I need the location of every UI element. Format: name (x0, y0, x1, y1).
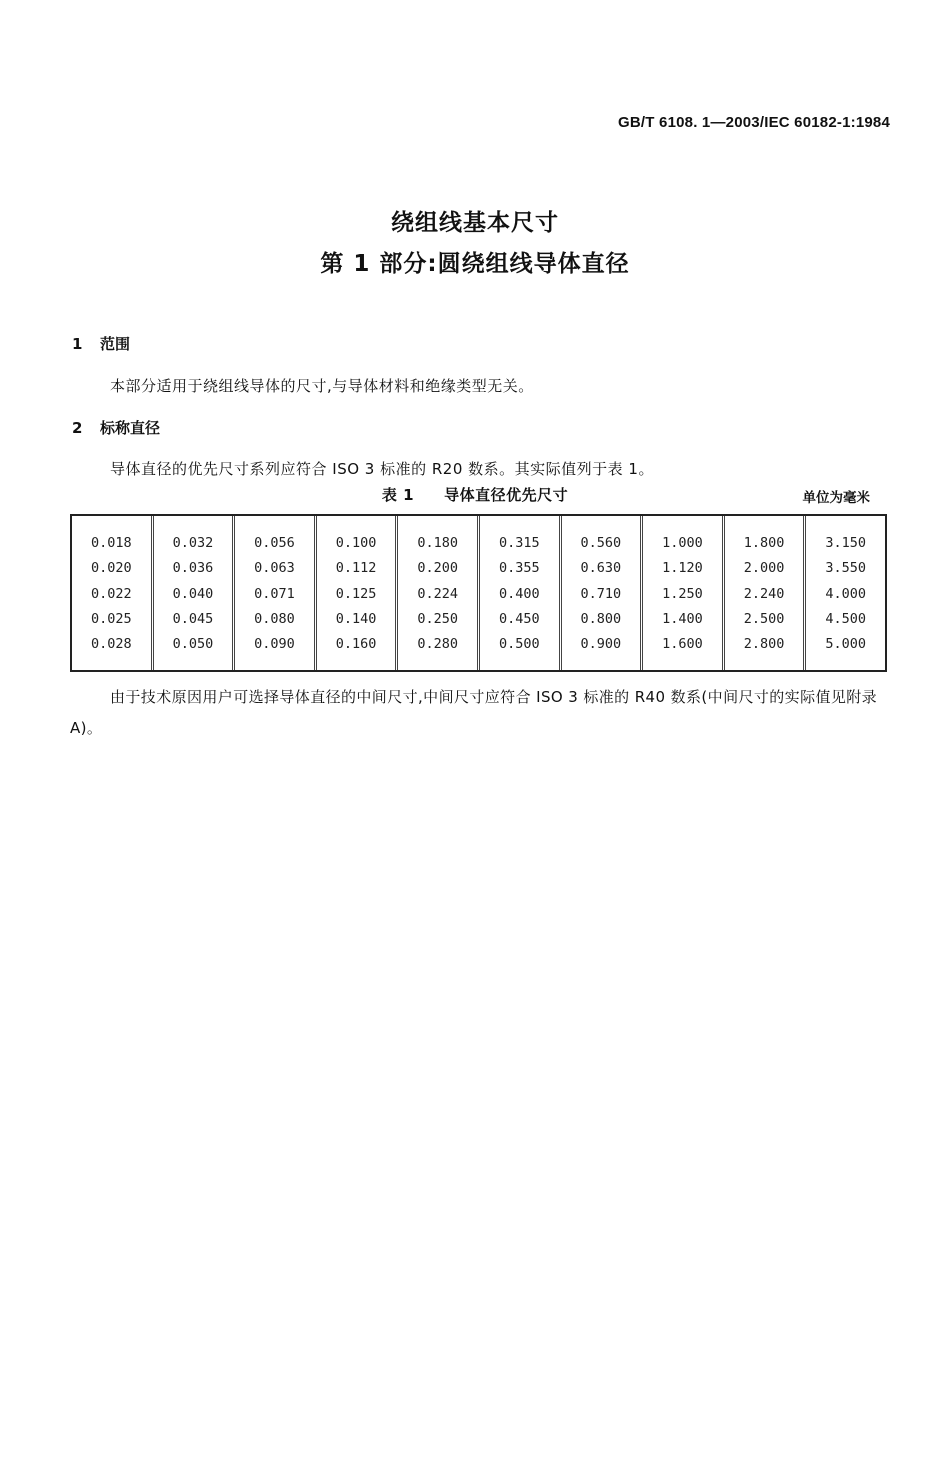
document-subtitle: 第 1 部分:圆绕组线导体直径 (320, 251, 630, 277)
section-1-heading (72, 333, 130, 354)
table-cell: 0.020 (90, 560, 132, 577)
section-number: 2 (72, 419, 83, 437)
table-cell: 1.600 (662, 636, 703, 653)
table-cell: 0.160 (335, 636, 377, 653)
table-cell: 0.090 (254, 636, 295, 653)
section-2-text: 导体直径的优先尺寸系列应符合 ISO 3 标准的 R20 数系。其实际值列于表 1。 (110, 460, 654, 478)
table-cell: 0.140 (335, 610, 377, 627)
table-cell: 0.022 (90, 585, 132, 602)
table-cell: 0.063 (254, 560, 295, 577)
table-cell: 0.112 (335, 560, 377, 577)
section-title: 范围 (100, 335, 131, 353)
table-cell: 0.071 (254, 585, 295, 602)
table-column (398, 516, 480, 670)
section-2-heading (72, 417, 160, 438)
table-cell: 0.315 (498, 535, 540, 551)
table-cell: 1.000 (662, 535, 703, 551)
table-cell: 2.800 (743, 636, 785, 653)
table-cell: 0.450 (498, 610, 540, 627)
table-cell: 0.100 (335, 535, 377, 551)
table-cell: 0.018 (90, 535, 132, 551)
table-cell: 1.250 (662, 585, 703, 602)
table-column (317, 516, 399, 670)
diameter-table (70, 514, 887, 672)
table-column (725, 516, 807, 670)
table-cell: 0.630 (580, 560, 622, 577)
document-title: 绕组线基本尺寸 (391, 210, 559, 236)
table-cell: 0.900 (580, 636, 622, 653)
table-cell: 0.056 (254, 535, 295, 551)
table-cell: 3.550 (825, 560, 866, 577)
table-cell: 0.400 (498, 585, 540, 602)
table-column (154, 516, 236, 670)
standard-code: GB/T 6108. 1—2003/IEC 60182-1:1984 (618, 114, 890, 131)
table-cell: 0.032 (172, 535, 214, 551)
table-cell: 0.025 (90, 610, 132, 627)
table-column (235, 516, 317, 670)
table-cell: 0.250 (417, 610, 458, 627)
table-cell: 0.560 (580, 535, 622, 551)
table-cell: 0.224 (417, 585, 458, 602)
table-cell: 0.080 (254, 610, 295, 627)
note-paragraph: 由于技术原因用户可选择导体直径的中间尺寸,中间尺寸应符合 ISO 3 标准的 R40 数系(中间尺寸的实际值见附录 A)。 (70, 688, 878, 737)
table-cell: 0.040 (172, 585, 214, 602)
table-column (480, 516, 562, 670)
table-cell: 0.036 (172, 560, 214, 577)
table-cell: 3.150 (825, 535, 866, 551)
table-cell: 0.500 (498, 636, 540, 653)
table-cell: 0.050 (172, 636, 214, 653)
table-label: 表 1 (381, 486, 415, 504)
table-column (643, 516, 725, 670)
table-cell: 0.280 (417, 636, 458, 653)
table-cell: 2.000 (743, 560, 785, 577)
table-cell: 0.710 (580, 585, 622, 602)
section-number: 1 (72, 335, 83, 353)
table-cell: 4.500 (825, 610, 866, 627)
table-unit: 单位为毫米 (802, 490, 870, 506)
table-column (806, 516, 885, 670)
table-cell: 5.000 (825, 636, 866, 653)
table-cell: 0.045 (172, 610, 214, 627)
table-column (562, 516, 644, 670)
table-cell: 0.200 (417, 560, 458, 577)
table-cell: 2.500 (743, 610, 785, 627)
table-title: 导体直径优先尺寸 (444, 486, 569, 504)
table-column (72, 516, 154, 670)
table-cell: 1.400 (662, 610, 703, 627)
table-cell: 4.000 (825, 585, 866, 602)
table-cell: 2.240 (743, 585, 785, 602)
table-cell: 1.120 (662, 560, 703, 577)
table-cell: 0.355 (498, 560, 540, 577)
section-title: 标称直径 (100, 419, 161, 437)
table-cell: 0.180 (417, 535, 458, 551)
table-cell: 1.800 (743, 535, 785, 551)
section-1-text: 本部分适用于绕组线导体的尺寸,与导体材料和绝缘类型无关。 (110, 377, 534, 395)
table-cell: 0.028 (90, 636, 132, 653)
table-cell: 0.800 (580, 610, 622, 627)
table-cell: 0.125 (335, 585, 377, 602)
